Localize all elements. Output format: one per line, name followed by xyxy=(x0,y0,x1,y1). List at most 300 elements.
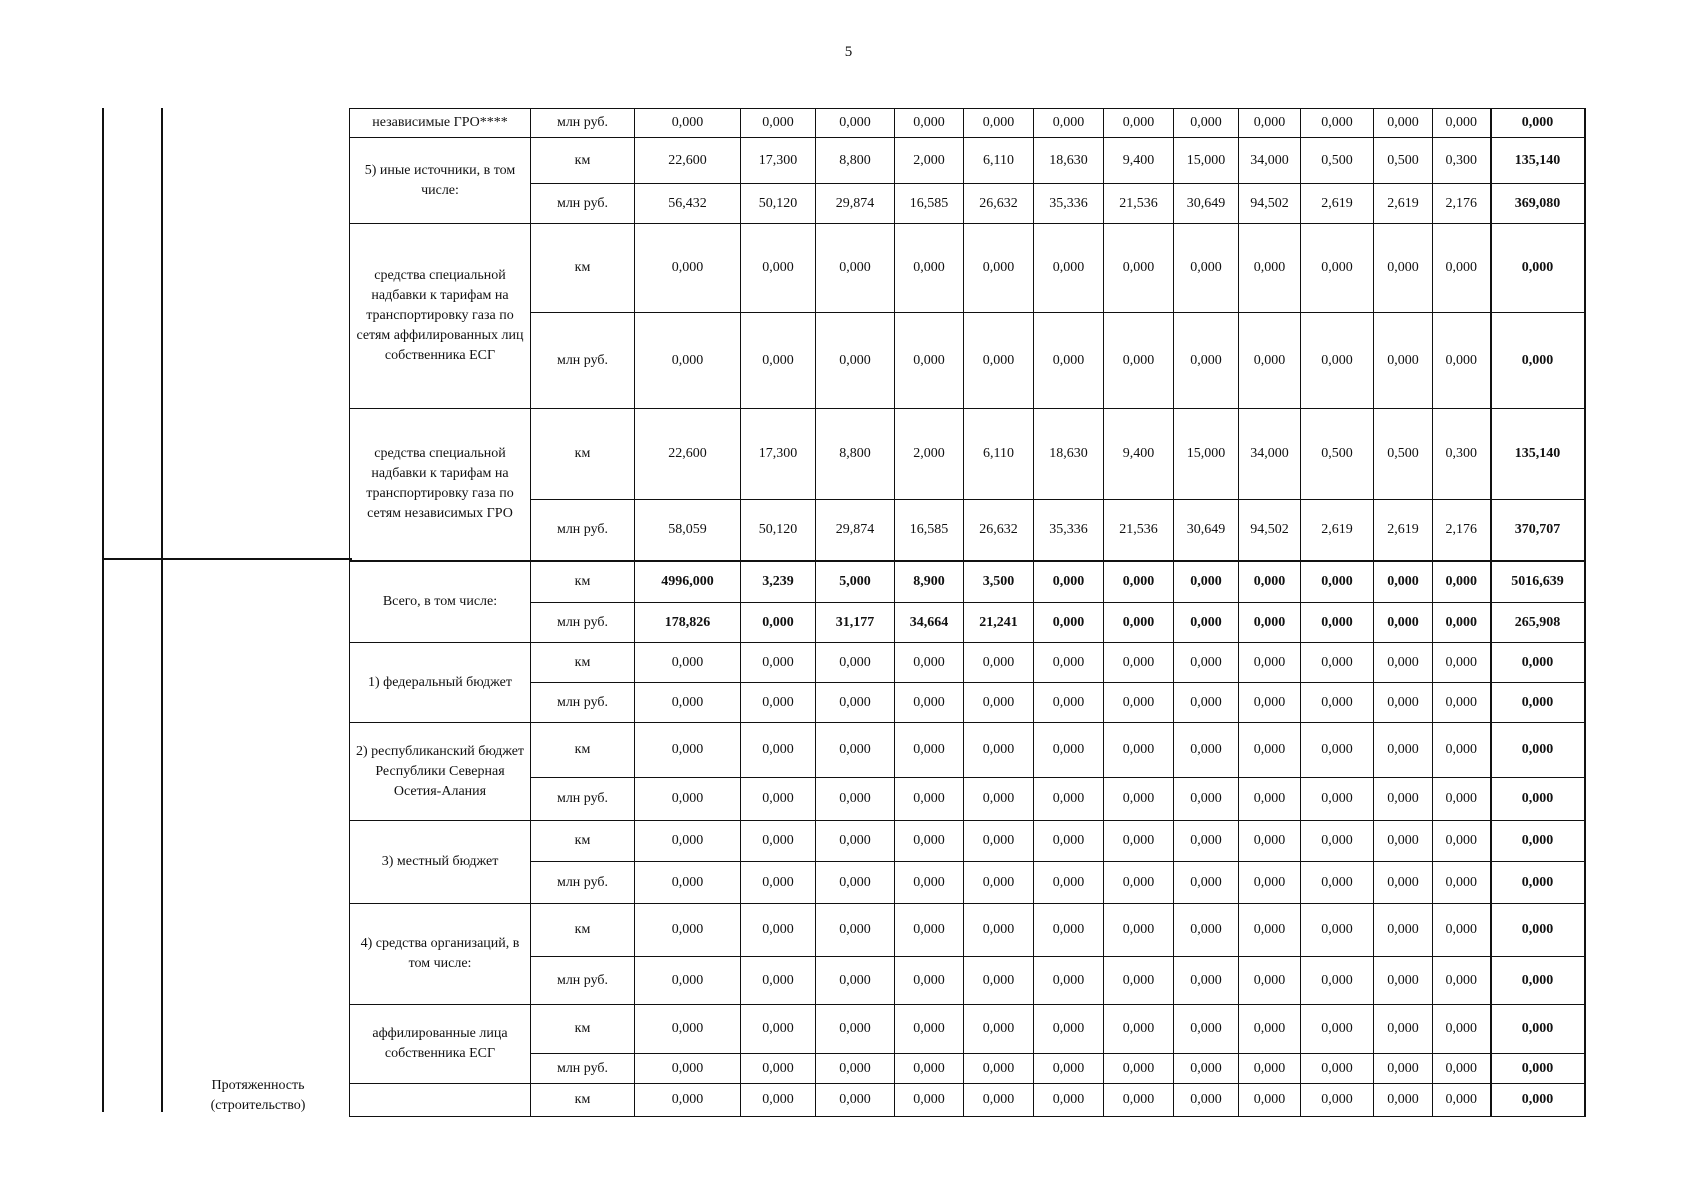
table-row xyxy=(350,603,1585,643)
unit-cell: км xyxy=(531,224,635,313)
value-cell: 0,000 xyxy=(1433,778,1491,821)
value-cell: 0,000 xyxy=(964,109,1034,138)
value-cell: 21,536 xyxy=(1104,500,1174,561)
table-row xyxy=(350,904,1585,957)
value-cell: 0,000 xyxy=(1433,1084,1491,1117)
table-row xyxy=(350,1084,1585,1117)
table-row xyxy=(350,313,1585,409)
value-cell: 0,000 xyxy=(1174,109,1239,138)
value-cell: 0,000 xyxy=(1104,109,1174,138)
value-cell: 0,000 xyxy=(964,1054,1034,1084)
value-cell: 0,000 xyxy=(1034,603,1104,643)
value-cell: 18,630 xyxy=(1034,409,1104,500)
value-cell: 0,000 xyxy=(816,643,895,683)
table-row xyxy=(350,409,1585,500)
unit-cell: млн руб. xyxy=(531,603,635,643)
value-cell: 2,619 xyxy=(1374,500,1433,561)
value-cell: 0,000 xyxy=(816,904,895,957)
value-cell: 0,000 xyxy=(635,109,741,138)
table-row xyxy=(350,683,1585,723)
value-cell: 0,000 xyxy=(1239,957,1301,1005)
value-cell: 0,000 xyxy=(635,723,741,778)
value-cell: 0,000 xyxy=(1104,224,1174,313)
unit-cell: км xyxy=(531,409,635,500)
row-label: 3) местный бюджет xyxy=(350,821,531,904)
value-cell: 2,619 xyxy=(1301,184,1374,224)
value-cell: 0,000 xyxy=(895,313,964,409)
left-border-line xyxy=(102,108,104,1112)
total-cell: 0,000 xyxy=(1491,224,1585,313)
value-cell: 0,000 xyxy=(1301,862,1374,904)
value-cell: 0,000 xyxy=(1301,723,1374,778)
unit-cell: млн руб. xyxy=(531,1054,635,1084)
value-cell: 0,000 xyxy=(1433,603,1491,643)
value-cell: 0,000 xyxy=(1374,683,1433,723)
value-cell: 0,000 xyxy=(1239,561,1301,603)
value-cell: 0,000 xyxy=(1239,904,1301,957)
row-label: 5) иные источники, в том числе: xyxy=(350,138,531,224)
value-cell: 0,000 xyxy=(1034,561,1104,603)
value-cell: 21,536 xyxy=(1104,184,1174,224)
value-cell: 0,000 xyxy=(964,957,1034,1005)
value-cell: 0,000 xyxy=(1104,862,1174,904)
table-row xyxy=(350,1054,1585,1084)
value-cell: 17,300 xyxy=(741,138,816,184)
value-cell: 29,874 xyxy=(816,500,895,561)
value-cell: 0,000 xyxy=(1374,1084,1433,1117)
total-cell: 0,000 xyxy=(1491,643,1585,683)
value-cell: 0,000 xyxy=(1301,643,1374,683)
table-row xyxy=(350,561,1585,603)
value-cell: 3,500 xyxy=(964,561,1034,603)
value-cell: 0,000 xyxy=(816,778,895,821)
value-cell: 0,000 xyxy=(1239,109,1301,138)
table-row xyxy=(350,224,1585,313)
value-cell: 0,000 xyxy=(1104,1005,1174,1054)
value-cell: 0,000 xyxy=(635,904,741,957)
value-cell: 0,000 xyxy=(741,821,816,862)
value-cell: 0,000 xyxy=(1239,643,1301,683)
row-label: 2) республиканский бюджет Республики Северная Осетия-Алания xyxy=(350,723,531,821)
table-row xyxy=(350,184,1585,224)
value-cell: 0,000 xyxy=(964,821,1034,862)
value-cell: 0,000 xyxy=(1433,1005,1491,1054)
value-cell: 0,000 xyxy=(741,683,816,723)
value-cell: 0,300 xyxy=(1433,409,1491,500)
total-cell: 369,080 xyxy=(1491,184,1585,224)
value-cell: 0,000 xyxy=(1174,1054,1239,1084)
value-cell: 0,000 xyxy=(895,904,964,957)
unit-cell: млн руб. xyxy=(531,957,635,1005)
value-cell: 0,000 xyxy=(1239,603,1301,643)
value-cell: 0,000 xyxy=(1374,778,1433,821)
value-cell: 94,502 xyxy=(1239,500,1301,561)
value-cell: 6,110 xyxy=(964,409,1034,500)
value-cell: 0,000 xyxy=(741,603,816,643)
value-cell: 0,000 xyxy=(1174,683,1239,723)
section-column-line xyxy=(161,108,163,1112)
value-cell: 0,000 xyxy=(1433,313,1491,409)
unit-cell: млн руб. xyxy=(531,109,635,138)
value-cell: 0,000 xyxy=(635,1054,741,1084)
row-label xyxy=(350,1084,531,1117)
value-cell: 0,000 xyxy=(741,313,816,409)
unit-cell: км xyxy=(531,904,635,957)
value-cell: 0,000 xyxy=(1034,1084,1104,1117)
value-cell: 0,000 xyxy=(1174,904,1239,957)
value-cell: 0,000 xyxy=(1104,683,1174,723)
row-label: Всего, в том числе: xyxy=(350,561,531,643)
value-cell: 0,000 xyxy=(1374,957,1433,1005)
value-cell: 31,177 xyxy=(816,603,895,643)
value-cell: 0,000 xyxy=(964,1005,1034,1054)
total-cell: 0,000 xyxy=(1491,862,1585,904)
value-cell: 0,000 xyxy=(1174,957,1239,1005)
value-cell: 0,000 xyxy=(1239,1084,1301,1117)
value-cell: 0,000 xyxy=(1239,821,1301,862)
value-cell: 0,000 xyxy=(895,683,964,723)
total-cell: 135,140 xyxy=(1491,409,1585,500)
unit-cell: км xyxy=(531,1005,635,1054)
value-cell: 9,400 xyxy=(1104,409,1174,500)
value-cell: 0,000 xyxy=(816,109,895,138)
value-cell: 50,120 xyxy=(741,500,816,561)
value-cell: 0,000 xyxy=(635,957,741,1005)
value-cell: 15,000 xyxy=(1174,138,1239,184)
value-cell: 0,000 xyxy=(1034,821,1104,862)
value-cell: 0,000 xyxy=(1433,862,1491,904)
value-cell: 0,000 xyxy=(635,1084,741,1117)
value-cell: 0,000 xyxy=(1374,603,1433,643)
value-cell: 5,000 xyxy=(816,561,895,603)
value-cell: 50,120 xyxy=(741,184,816,224)
value-cell: 0,000 xyxy=(1433,109,1491,138)
value-cell: 0,000 xyxy=(1104,778,1174,821)
value-cell: 0,000 xyxy=(1239,313,1301,409)
total-cell: 0,000 xyxy=(1491,109,1585,138)
value-cell: 0,000 xyxy=(1239,862,1301,904)
value-cell: 0,000 xyxy=(1433,224,1491,313)
value-cell: 58,059 xyxy=(635,500,741,561)
table-row xyxy=(350,862,1585,904)
value-cell: 0,000 xyxy=(964,643,1034,683)
value-cell: 0,000 xyxy=(635,1005,741,1054)
value-cell: 30,649 xyxy=(1174,500,1239,561)
value-cell: 0,000 xyxy=(816,1084,895,1117)
value-cell: 0,000 xyxy=(635,778,741,821)
value-cell: 22,600 xyxy=(635,409,741,500)
value-cell: 0,000 xyxy=(895,643,964,683)
row-label: 1) федеральный бюджет xyxy=(350,643,531,723)
value-cell: 0,000 xyxy=(1433,821,1491,862)
value-cell: 0,000 xyxy=(741,1005,816,1054)
value-cell: 0,000 xyxy=(895,109,964,138)
value-cell: 0,000 xyxy=(635,313,741,409)
value-cell: 0,000 xyxy=(635,683,741,723)
value-cell: 0,000 xyxy=(964,723,1034,778)
value-cell: 0,000 xyxy=(895,957,964,1005)
value-cell: 0,000 xyxy=(1301,904,1374,957)
table-row xyxy=(350,723,1585,778)
value-cell: 18,630 xyxy=(1034,138,1104,184)
value-cell: 0,500 xyxy=(1374,409,1433,500)
value-cell: 0,000 xyxy=(816,957,895,1005)
value-cell: 0,000 xyxy=(1374,109,1433,138)
value-cell: 4996,000 xyxy=(635,561,741,603)
value-cell: 2,619 xyxy=(1374,184,1433,224)
total-cell: 0,000 xyxy=(1491,778,1585,821)
row-label: 4) средства организаций, в том числе: xyxy=(350,904,531,1005)
value-cell: 0,000 xyxy=(1433,904,1491,957)
value-cell: 0,000 xyxy=(741,862,816,904)
value-cell: 0,000 xyxy=(741,778,816,821)
value-cell: 0,000 xyxy=(1301,1084,1374,1117)
value-cell: 6,110 xyxy=(964,138,1034,184)
value-cell: 0,000 xyxy=(1104,561,1174,603)
value-cell: 0,000 xyxy=(1174,862,1239,904)
unit-cell: млн руб. xyxy=(531,683,635,723)
value-cell: 0,000 xyxy=(1374,862,1433,904)
row-label: средства специальной надбавки к тарифам на транспортировку газа по сетям аффилированных лиц собственника ЕСГ xyxy=(350,224,531,409)
value-cell: 0,000 xyxy=(1034,683,1104,723)
value-cell: 0,000 xyxy=(1374,224,1433,313)
value-cell: 0,000 xyxy=(1034,224,1104,313)
value-cell: 0,000 xyxy=(1374,313,1433,409)
value-cell: 0,000 xyxy=(741,643,816,683)
value-cell: 16,585 xyxy=(895,184,964,224)
value-cell: 94,502 xyxy=(1239,184,1301,224)
value-cell: 0,000 xyxy=(1104,313,1174,409)
value-cell: 0,000 xyxy=(1374,1054,1433,1084)
value-cell: 0,000 xyxy=(895,821,964,862)
value-cell: 0,000 xyxy=(1239,1005,1301,1054)
value-cell: 0,000 xyxy=(1174,561,1239,603)
value-cell: 0,000 xyxy=(1239,778,1301,821)
total-cell: 0,000 xyxy=(1491,313,1585,409)
section-divider xyxy=(102,558,352,560)
row-label: независимые ГРО**** xyxy=(350,109,531,138)
value-cell: 0,000 xyxy=(1374,1005,1433,1054)
total-cell: 0,000 xyxy=(1491,1005,1585,1054)
table-row xyxy=(350,821,1585,862)
total-cell: 0,000 xyxy=(1491,957,1585,1005)
value-cell: 0,000 xyxy=(1433,561,1491,603)
value-cell: 0,000 xyxy=(1174,1005,1239,1054)
value-cell: 0,000 xyxy=(1433,957,1491,1005)
value-cell: 21,241 xyxy=(964,603,1034,643)
value-cell: 0,000 xyxy=(1174,821,1239,862)
value-cell: 2,619 xyxy=(1301,500,1374,561)
value-cell: 0,000 xyxy=(1174,603,1239,643)
value-cell: 0,000 xyxy=(1104,643,1174,683)
value-cell: 0,500 xyxy=(1301,409,1374,500)
value-cell: 29,874 xyxy=(816,184,895,224)
value-cell: 0,000 xyxy=(964,1084,1034,1117)
value-cell: 0,000 xyxy=(1433,683,1491,723)
value-cell: 0,000 xyxy=(1174,224,1239,313)
table-row xyxy=(350,778,1585,821)
row-label: аффилированные лица собственника ЕСГ xyxy=(350,1005,531,1084)
value-cell: 0,000 xyxy=(1433,723,1491,778)
value-cell: 0,000 xyxy=(1301,821,1374,862)
total-cell: 370,707 xyxy=(1491,500,1585,561)
unit-cell: км xyxy=(531,821,635,862)
value-cell: 0,000 xyxy=(1301,561,1374,603)
value-cell: 178,826 xyxy=(635,603,741,643)
value-cell: 0,000 xyxy=(635,862,741,904)
table-row xyxy=(350,957,1585,1005)
value-cell: 0,000 xyxy=(1239,1054,1301,1084)
unit-cell: млн руб. xyxy=(531,184,635,224)
value-cell: 0,000 xyxy=(635,821,741,862)
value-cell: 0,000 xyxy=(1301,1054,1374,1084)
table-row xyxy=(350,138,1585,184)
value-cell: 26,632 xyxy=(964,500,1034,561)
value-cell: 0,000 xyxy=(1301,683,1374,723)
value-cell: 0,000 xyxy=(895,1005,964,1054)
value-cell: 0,000 xyxy=(741,1084,816,1117)
value-cell: 0,000 xyxy=(741,957,816,1005)
value-cell: 0,500 xyxy=(1374,138,1433,184)
value-cell: 16,585 xyxy=(895,500,964,561)
value-cell: 0,000 xyxy=(816,821,895,862)
total-cell: 0,000 xyxy=(1491,723,1585,778)
unit-cell: км xyxy=(531,138,635,184)
value-cell: 0,000 xyxy=(1104,723,1174,778)
value-cell: 0,000 xyxy=(816,683,895,723)
value-cell: 0,000 xyxy=(1104,1084,1174,1117)
value-cell: 0,000 xyxy=(1239,683,1301,723)
value-cell: 0,000 xyxy=(895,1084,964,1117)
value-cell: 0,000 xyxy=(1174,778,1239,821)
value-cell: 0,000 xyxy=(1174,313,1239,409)
total-cell: 0,000 xyxy=(1491,1054,1585,1084)
value-cell: 0,000 xyxy=(1239,723,1301,778)
value-cell: 0,000 xyxy=(741,904,816,957)
value-cell: 34,000 xyxy=(1239,409,1301,500)
value-cell: 0,000 xyxy=(1301,109,1374,138)
value-cell: 0,000 xyxy=(1034,957,1104,1005)
value-cell: 0,000 xyxy=(816,313,895,409)
value-cell: 0,000 xyxy=(1433,1054,1491,1084)
value-cell: 0,000 xyxy=(1034,862,1104,904)
unit-cell: км xyxy=(531,723,635,778)
value-cell: 0,000 xyxy=(816,1005,895,1054)
total-cell: 265,908 xyxy=(1491,603,1585,643)
table-row xyxy=(350,1005,1585,1054)
unit-cell: км xyxy=(531,561,635,603)
value-cell: 0,000 xyxy=(816,224,895,313)
value-cell: 17,300 xyxy=(741,409,816,500)
value-cell: 56,432 xyxy=(635,184,741,224)
value-cell: 35,336 xyxy=(1034,500,1104,561)
value-cell: 2,176 xyxy=(1433,500,1491,561)
value-cell: 0,000 xyxy=(1301,1005,1374,1054)
value-cell: 0,000 xyxy=(1301,778,1374,821)
value-cell: 0,000 xyxy=(895,1054,964,1084)
value-cell: 0,000 xyxy=(1374,821,1433,862)
value-cell: 0,000 xyxy=(1034,313,1104,409)
value-cell: 9,400 xyxy=(1104,138,1174,184)
value-cell: 0,000 xyxy=(1174,723,1239,778)
unit-cell: млн руб. xyxy=(531,500,635,561)
total-cell: 135,140 xyxy=(1491,138,1585,184)
value-cell: 0,000 xyxy=(1034,643,1104,683)
total-cell: 0,000 xyxy=(1491,904,1585,957)
value-cell: 0,000 xyxy=(635,643,741,683)
value-cell: 0,000 xyxy=(816,723,895,778)
value-cell: 0,000 xyxy=(741,723,816,778)
value-cell: 0,000 xyxy=(741,109,816,138)
value-cell: 2,000 xyxy=(895,138,964,184)
value-cell: 2,176 xyxy=(1433,184,1491,224)
value-cell: 0,000 xyxy=(816,862,895,904)
table-row xyxy=(350,643,1585,683)
value-cell: 30,649 xyxy=(1174,184,1239,224)
value-cell: 0,000 xyxy=(1374,904,1433,957)
value-cell: 0,000 xyxy=(1034,904,1104,957)
value-cell: 8,800 xyxy=(816,138,895,184)
value-cell: 0,000 xyxy=(1104,821,1174,862)
value-cell: 0,000 xyxy=(1034,723,1104,778)
value-cell: 34,000 xyxy=(1239,138,1301,184)
value-cell: 0,000 xyxy=(1301,957,1374,1005)
value-cell: 26,632 xyxy=(964,184,1034,224)
value-cell: 0,000 xyxy=(1104,957,1174,1005)
value-cell: 0,000 xyxy=(895,723,964,778)
unit-cell: млн руб. xyxy=(531,313,635,409)
value-cell: 0,000 xyxy=(1374,643,1433,683)
total-cell: 0,000 xyxy=(1491,683,1585,723)
value-cell: 8,800 xyxy=(816,409,895,500)
total-cell: 0,000 xyxy=(1491,1084,1585,1117)
value-cell: 0,000 xyxy=(1301,313,1374,409)
value-cell: 0,000 xyxy=(1374,561,1433,603)
total-cell: 0,000 xyxy=(1491,821,1585,862)
value-cell: 0,000 xyxy=(1433,643,1491,683)
unit-cell: км xyxy=(531,643,635,683)
value-cell: 0,000 xyxy=(1174,1084,1239,1117)
value-cell: 0,000 xyxy=(1034,1054,1104,1084)
value-cell: 0,000 xyxy=(964,778,1034,821)
value-cell: 0,000 xyxy=(1104,904,1174,957)
total-cell: 5016,639 xyxy=(1491,561,1585,603)
value-cell: 0,000 xyxy=(741,1054,816,1084)
value-cell: 0,000 xyxy=(1034,1005,1104,1054)
value-cell: 22,600 xyxy=(635,138,741,184)
value-cell: 34,664 xyxy=(895,603,964,643)
value-cell: 8,900 xyxy=(895,561,964,603)
value-cell: 0,000 xyxy=(895,778,964,821)
value-cell: 0,000 xyxy=(1104,603,1174,643)
value-cell: 0,000 xyxy=(816,1054,895,1084)
value-cell: 3,239 xyxy=(741,561,816,603)
row-label: средства специальной надбавки к тарифам на транспортировку газа по сетям независимых ГРО xyxy=(350,409,531,561)
unit-cell: км xyxy=(531,1084,635,1117)
value-cell: 0,000 xyxy=(895,224,964,313)
value-cell: 0,000 xyxy=(964,683,1034,723)
value-cell: 35,336 xyxy=(1034,184,1104,224)
unit-cell: млн руб. xyxy=(531,862,635,904)
value-cell: 0,000 xyxy=(1374,723,1433,778)
value-cell: 0,000 xyxy=(964,904,1034,957)
table-row xyxy=(350,500,1585,561)
value-cell: 0,000 xyxy=(1034,778,1104,821)
value-cell: 0,000 xyxy=(1104,1054,1174,1084)
value-cell: 0,000 xyxy=(964,224,1034,313)
value-cell: 15,000 xyxy=(1174,409,1239,500)
value-cell: 0,000 xyxy=(635,224,741,313)
